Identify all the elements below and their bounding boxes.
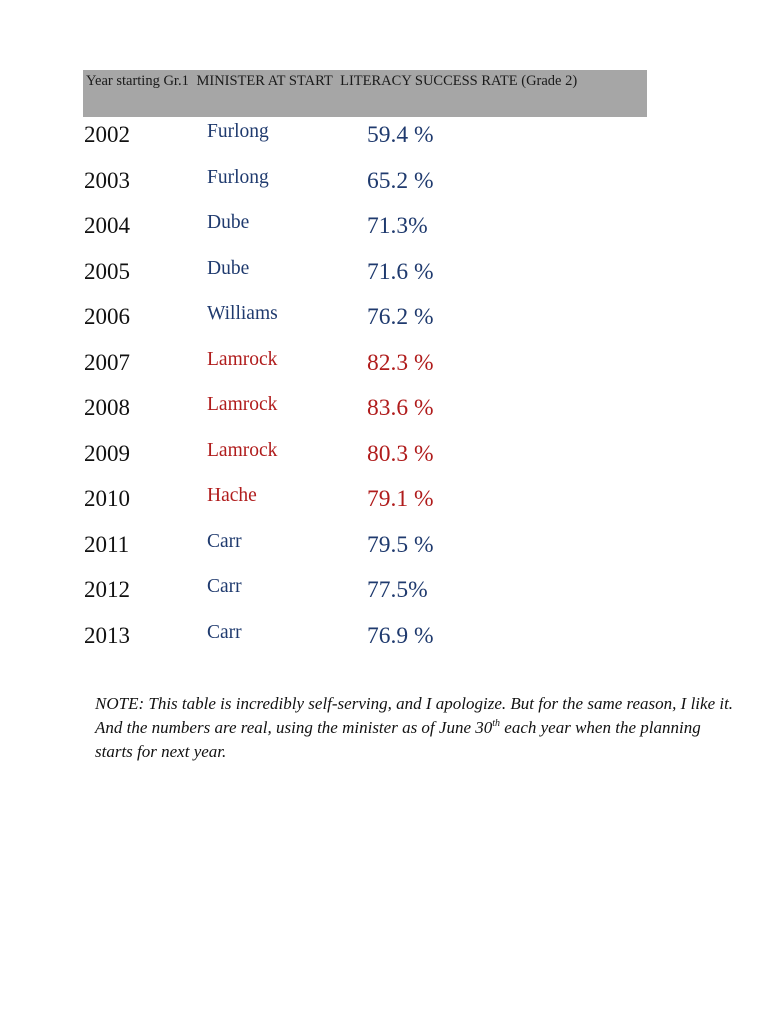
year-cell: 2003 <box>84 167 130 193</box>
rate-cell: 83.6 % <box>367 395 434 421</box>
year-cell: 2011 <box>84 531 130 557</box>
minister-cell: Furlong <box>207 121 269 142</box>
header-year: Year starting Gr.1 <box>86 73 189 89</box>
rate-cell: 82.3 % <box>367 349 434 376</box>
rate-cell: 71.6 % <box>367 258 434 285</box>
table-row <box>0 122 768 167</box>
minister-cell: Hache <box>207 485 257 506</box>
minister-cell: Carr <box>207 530 242 552</box>
rate-cell: 76.9 % <box>367 622 434 649</box>
year-cell: 2009 <box>84 440 130 466</box>
rate-cell: 79.5 % <box>367 531 434 558</box>
year-cell: 2007 <box>84 349 130 375</box>
table-header <box>86 73 577 90</box>
rate-cell: 77.5% <box>367 577 428 603</box>
minister-cell: Lamrock <box>207 439 278 461</box>
table-row <box>0 350 768 395</box>
table-row <box>0 577 768 622</box>
note-superscript: th <box>492 718 501 729</box>
minister-cell: Lamrock <box>207 394 278 415</box>
minister-cell: Carr <box>207 621 242 643</box>
minister-cell: Dube <box>207 212 250 233</box>
year-cell: 2004 <box>84 213 130 238</box>
table-row <box>0 623 768 668</box>
year-cell: 2010 <box>84 486 130 511</box>
table-row <box>0 532 768 577</box>
year-cell: 2005 <box>84 258 130 284</box>
minister-cell: Furlong <box>207 166 269 188</box>
rate-cell: 76.2 % <box>367 304 434 330</box>
table-row <box>0 395 768 440</box>
minister-cell: Dube <box>207 257 250 279</box>
table-row <box>0 441 768 486</box>
year-cell: 2013 <box>84 622 130 648</box>
rate-cell: 59.4 % <box>367 122 434 148</box>
note-paragraph <box>95 692 735 764</box>
minister-cell: Lamrock <box>207 348 278 370</box>
year-cell: 2002 <box>84 122 130 147</box>
table-row <box>0 213 768 258</box>
note-text-end: each year when the planning starts for next year. <box>95 718 701 761</box>
table-row <box>0 486 768 531</box>
header-rate: LITERACY SUCCESS RATE (Grade 2) <box>340 73 578 89</box>
year-cell: 2008 <box>84 395 130 420</box>
note-text: NOTE: This table is incredibly self-serving, and I apologize. But for the same reason, I like it. And the numbers are real, using the minister as of June 30 <box>95 694 734 737</box>
minister-cell: Carr <box>207 576 242 597</box>
year-cell: 2006 <box>84 304 130 329</box>
rate-cell: 65.2 % <box>367 167 434 194</box>
table-row <box>0 304 768 349</box>
year-cell: 2012 <box>84 577 130 602</box>
minister-cell: Williams <box>207 303 278 324</box>
table-row <box>0 259 768 304</box>
rate-cell: 71.3% <box>367 213 428 239</box>
header-minister: MINISTER AT START <box>196 73 333 89</box>
rate-cell: 80.3 % <box>367 440 434 467</box>
table-row <box>0 168 768 213</box>
rate-cell: 79.1 % <box>367 486 434 512</box>
